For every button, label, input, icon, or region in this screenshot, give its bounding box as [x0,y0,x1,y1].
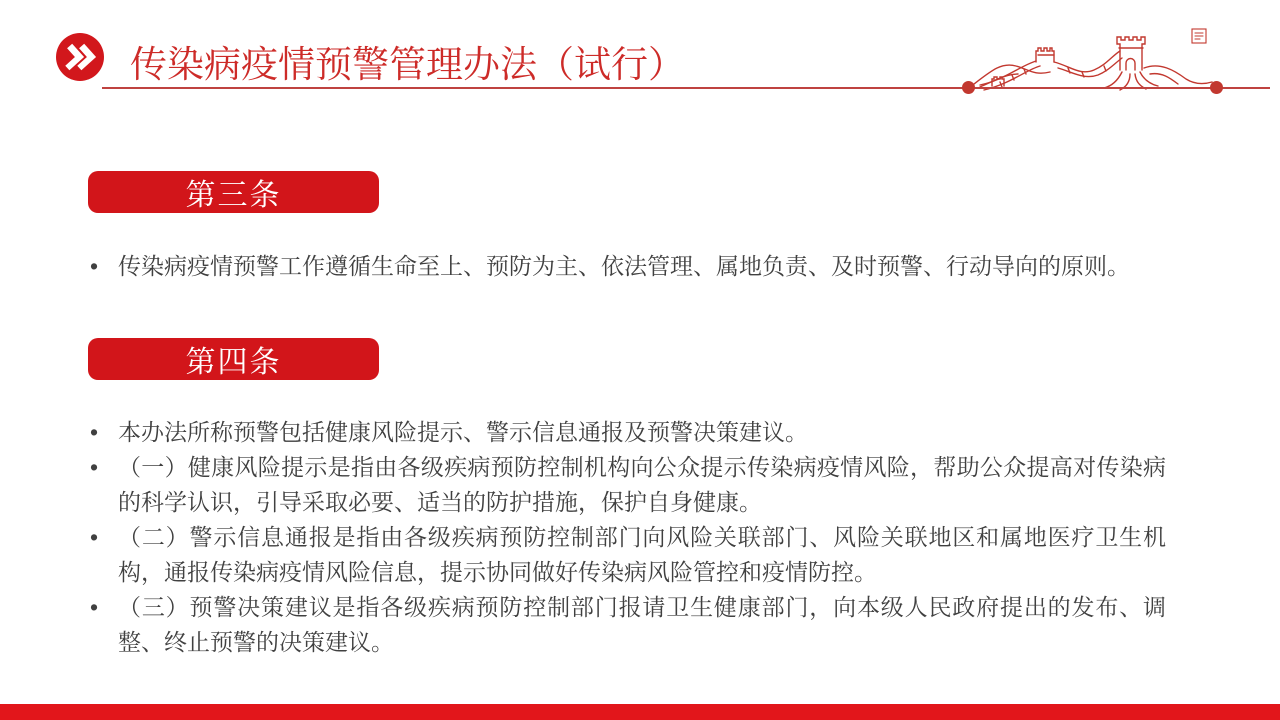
bullet-item: • （二）警示信息通报是指由各级疾病预防控制部门向风险关联部门、风险关联地区和属地医疗卫生机构，通报传染病疫情风险信息，提示协同做好传染病风险管控和疫情防控。 [88,520,1166,590]
divider-dot-left-icon [962,81,975,94]
bullet-item: • （三）预警决策建议是指各级疾病预防控制部门报请卫生健康部门，向本级人民政府提出的发布、调整、终止预警的决策建议。 [88,590,1166,660]
header-divider-line [102,87,1270,89]
article-3-bullet-list [88,249,1166,284]
article-4-badge: 第四条 [88,338,379,380]
chevron-glyphs [56,33,104,81]
slide-title: 传染病疫情预警管理办法（试行） [130,45,685,86]
article-3-badge: 第三条 [88,171,379,213]
bullet-item: • （一）健康风险提示是指由各级疾病预防控制机构向公众提示传染病疫情风险，帮助公众提高对传染病的科学认识，引导采取必要、适当的防护措施，保护自身健康。 [88,450,1166,520]
footer-accent-bar [0,704,1280,720]
article-4-bullet-list [88,415,1166,660]
divider-dot-right-icon [1210,81,1223,94]
double-chevron-right-icon [56,33,104,81]
bullet-item: • 本办法所称预警包括健康风险提示、警示信息通报及预警决策建议。 [88,415,1166,450]
great-wall-illustration [972,24,1216,96]
bullet-item: • 传染病疫情预警工作遵循生命至上、预防为主、依法管理、属地负责、及时预警、行动导向的原则。 [88,249,1166,284]
